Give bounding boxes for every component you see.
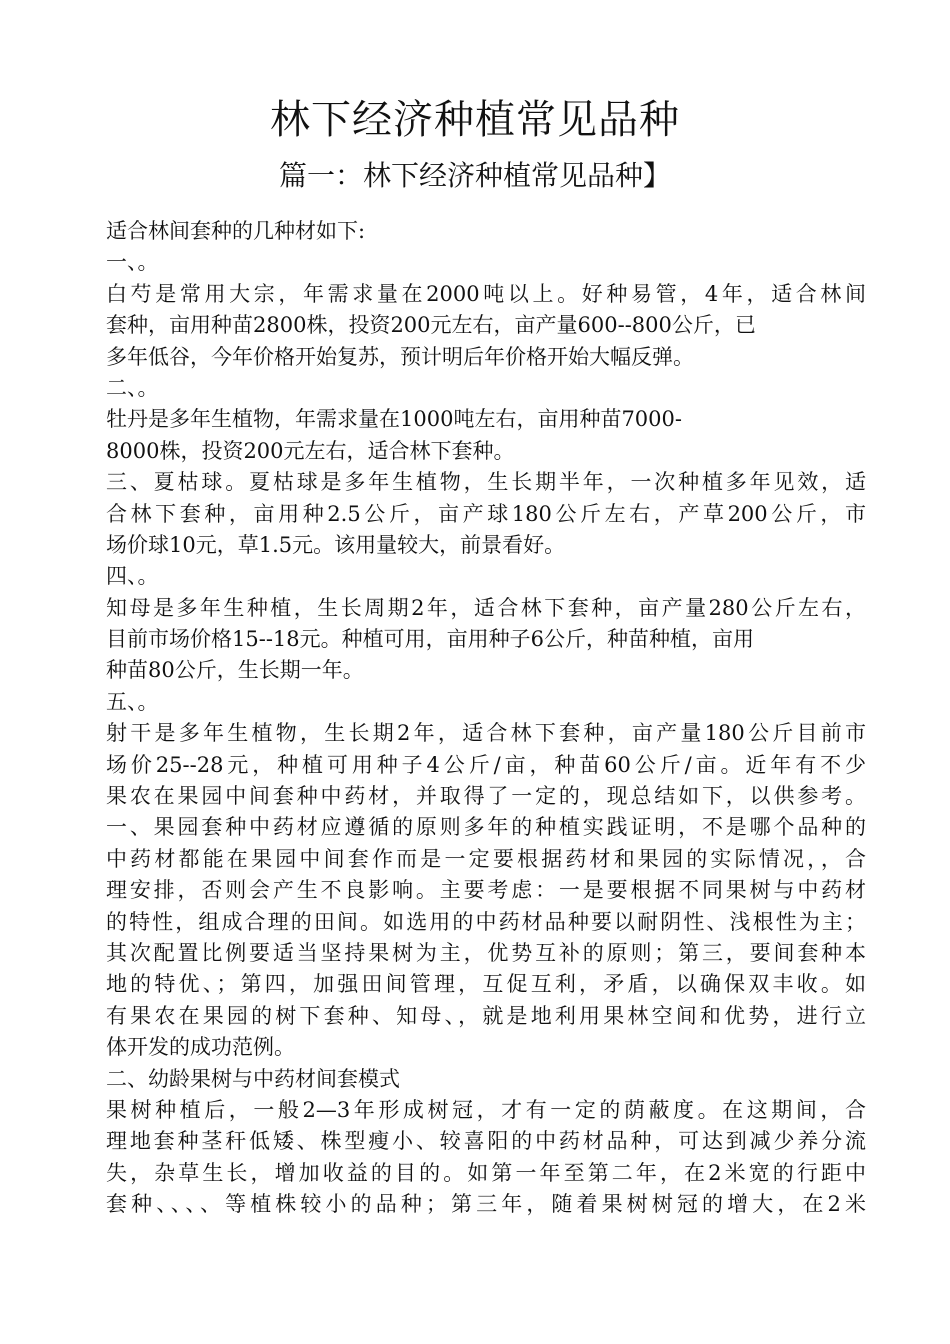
text-line: 有果农在果园的树下套种、知母、，就是地利用果林空间和优势，进行立 — [106, 1003, 866, 1028]
text-line: 套种、、、、等植株较小的品种；第三年，随着果树树冠的增大，在2米 — [106, 1192, 866, 1217]
text-line: 二、。 — [106, 375, 159, 400]
text-line: 场价球10元，草1.5元。该用量较大，前景看好。 — [106, 532, 566, 557]
text-line: 多年低谷，今年价格开始复苏，预计明后年价格开始大幅反弹。 — [106, 344, 694, 369]
text-line: 白芍是常用大宗，年需求量在2000吨以上。好种易管，4年，适合林间 — [106, 281, 866, 306]
text-line: 牡丹是多年生植物，年需求量在1000吨左右，亩用种苗7000- — [106, 407, 682, 432]
text-line: 五、。 — [106, 689, 159, 714]
text-line: 失，杂草生长，增加收益的目的。如第一年至第二年，在2米宽的行距中 — [106, 1160, 866, 1185]
text-line: 8000株，投资200元左右，适合林下套种。 — [106, 438, 515, 463]
text-line: 射干是多年生植物，生长期2年，适合林下套种，亩产量180公斤目前市 — [106, 721, 866, 746]
text-line: 二、幼龄果树与中药材间套模式 — [106, 1066, 400, 1091]
text-line: 目前市场价格15--18元。种植可用，亩用种子6公斤，种苗种植，亩用 — [106, 627, 754, 652]
text-line: 地的特优、；第四，加强田间管理，互促互利，矛盾，以确保双丰收。如 — [106, 972, 866, 997]
text-line: 合林下套种，亩用种2.5公斤，亩产球180公斤左右，产草200公斤，市 — [106, 501, 866, 526]
document-title: 林下经济种植常见品种 — [270, 97, 680, 143]
text-line: 套种，亩用种苗2800株，投资200元左右，亩产量600--800公斤，已 — [106, 313, 756, 338]
text-line: 三、夏枯球。夏枯球是多年生植物，生长期半年，一次种植多年见效，适 — [106, 470, 866, 495]
text-line: 体开发的成功范例。 — [106, 1035, 295, 1060]
text-line: 理地套种茎秆低矮、株型瘦小、较喜阳的中药材品种，可达到减少养分流 — [106, 1129, 866, 1154]
text-line: 一、果园套种中药材应遵循的原则多年的种植实践证明，不是哪个品种的 — [106, 815, 866, 840]
text-line: 场价25--28元，种植可用种子4公斤/亩，种苗60公斤/亩。近年有不少 — [106, 752, 866, 777]
text-line: 其次配置比例要适当坚持果树为主，优势互补的原则；第三，要间套种本 — [106, 940, 866, 965]
text-line: 知母是多年生种植，生长周期2年，适合林下套种，亩产量280公斤左右， — [106, 595, 866, 620]
text-line: 适合林间套种的几种材如下: — [106, 219, 366, 243]
text-line: 四、。 — [106, 564, 159, 589]
text-line: 中药材都能在果园中间套作而是一定要根据药材和果园的实际情况，，合 — [106, 846, 866, 871]
text-line: 理安排，否则会产生不良影响。主要考虑：一是要根据不同果树与中药材 — [106, 878, 866, 903]
text-line: 一、。 — [106, 250, 159, 275]
text-line: 的特性，组成合理的田间。如选用的中药材品种要以耐阴性、浅根性为主； — [106, 909, 866, 934]
text-line: 果农在果园中间套种中药材，并取得了一定的，现总结如下，以供参考。 — [106, 784, 866, 809]
text-line: 种苗80公斤，生长期一年。 — [106, 658, 364, 683]
document-subtitle: 篇一：林下经济种植常见品种】 — [278, 159, 671, 192]
text-line: 果树种植后，一般2—3年形成树冠，才有一定的荫蔽度。在这期间，合 — [106, 1097, 866, 1122]
document-body — [106, 216, 866, 1221]
